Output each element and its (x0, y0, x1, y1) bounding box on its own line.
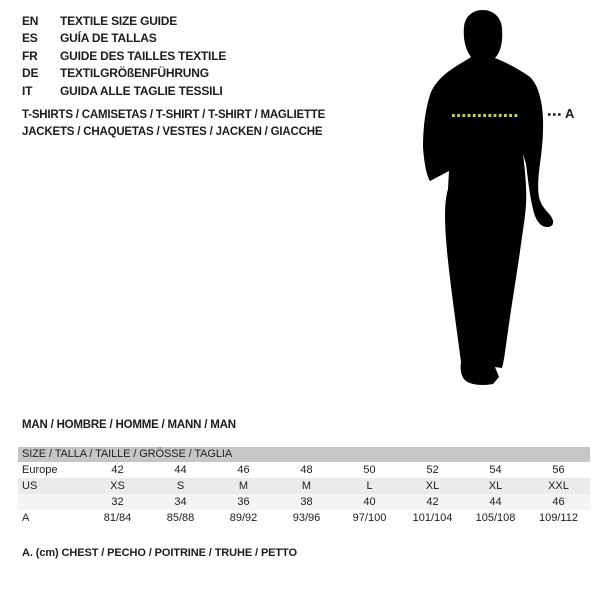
cell: XL (488, 480, 503, 492)
category-tshirts: T-SHIRTS / CAMISETAS / T-SHIRT / T-SHIRT / MAGLIETTE (22, 109, 326, 121)
table-row-numeric (18, 494, 590, 510)
cell: L (366, 480, 373, 492)
table-row-chest-cm (18, 510, 590, 526)
language-code: IT (22, 83, 33, 98)
guide-title: TEXTILGRÖßENFÜHRUNG (60, 66, 209, 81)
man-silhouette-figure (415, 5, 585, 395)
cell: 32 (111, 496, 124, 508)
guide-title: GUIDA ALLE TAGLIE TESSILI (60, 83, 223, 98)
cell: 46 (552, 496, 565, 508)
cell: 81/84 (103, 512, 132, 524)
cell: 52 (426, 464, 439, 476)
cell: XL (425, 480, 440, 492)
cell: XXL (548, 480, 569, 492)
list-item (22, 48, 226, 65)
cell: 34 (174, 496, 187, 508)
cell: 44 (174, 464, 187, 476)
language-code: FR (22, 48, 38, 63)
cell: 105/108 (475, 512, 516, 524)
language-code: ES (22, 31, 38, 46)
cell: M (301, 480, 312, 492)
cell: 40 (363, 496, 376, 508)
cell: XS (110, 480, 125, 492)
language-title-list (22, 13, 226, 100)
cell: 85/88 (166, 512, 195, 524)
cell: 46 (237, 464, 250, 476)
section-title-man: MAN / HOMBRE / HOMME / MANN / MAN (22, 419, 236, 431)
cell: 109/112 (539, 512, 578, 524)
category-jackets: JACKETS / CHAQUETAS / VESTES / JACKEN / GIACCHE (22, 126, 323, 139)
cell: 38 (300, 496, 313, 508)
man-silhouette (423, 10, 553, 385)
guide-title: TEXTILE SIZE GUIDE (60, 14, 178, 28)
product-categories (22, 107, 325, 142)
cell: 48 (300, 464, 313, 476)
cell: 56 (552, 464, 565, 476)
list-item (22, 30, 226, 47)
guide-title: GUÍA DE TALLAS (60, 31, 157, 46)
cell: S (176, 480, 185, 492)
language-code: EN (22, 14, 39, 28)
table-row-us (18, 478, 590, 494)
table-row-europe (18, 462, 590, 478)
row-label: US (22, 480, 38, 492)
list-item (22, 65, 226, 82)
measure-label-a: A (565, 106, 575, 121)
cell: 89/92 (229, 512, 258, 524)
cell: 97/100 (352, 512, 387, 524)
row-label: A (22, 512, 30, 524)
cell: M (238, 480, 249, 492)
cell: 50 (363, 464, 376, 476)
guide-title: GUIDE DES TAILLES TEXTILE (60, 48, 227, 63)
row-label (18, 494, 86, 510)
list-item (22, 13, 226, 30)
size-table (18, 447, 590, 526)
cell: 101/104 (412, 512, 453, 524)
cell: 93/96 (292, 512, 321, 524)
cell: 54 (489, 464, 502, 476)
measure-footnote: A. (cm) CHEST / PECHO / POITRINE / TRUHE / PETTO (22, 547, 297, 559)
cell: 42 (111, 464, 124, 476)
list-item (22, 83, 226, 100)
row-label: Europe (22, 464, 58, 476)
cell: 44 (489, 496, 502, 508)
size-table-header: SIZE / TALLA / TAILLE / GRÖSSE / TAGLIA (18, 447, 590, 462)
language-code: DE (22, 66, 39, 81)
cell: 42 (426, 496, 439, 508)
cell: 36 (237, 496, 250, 508)
